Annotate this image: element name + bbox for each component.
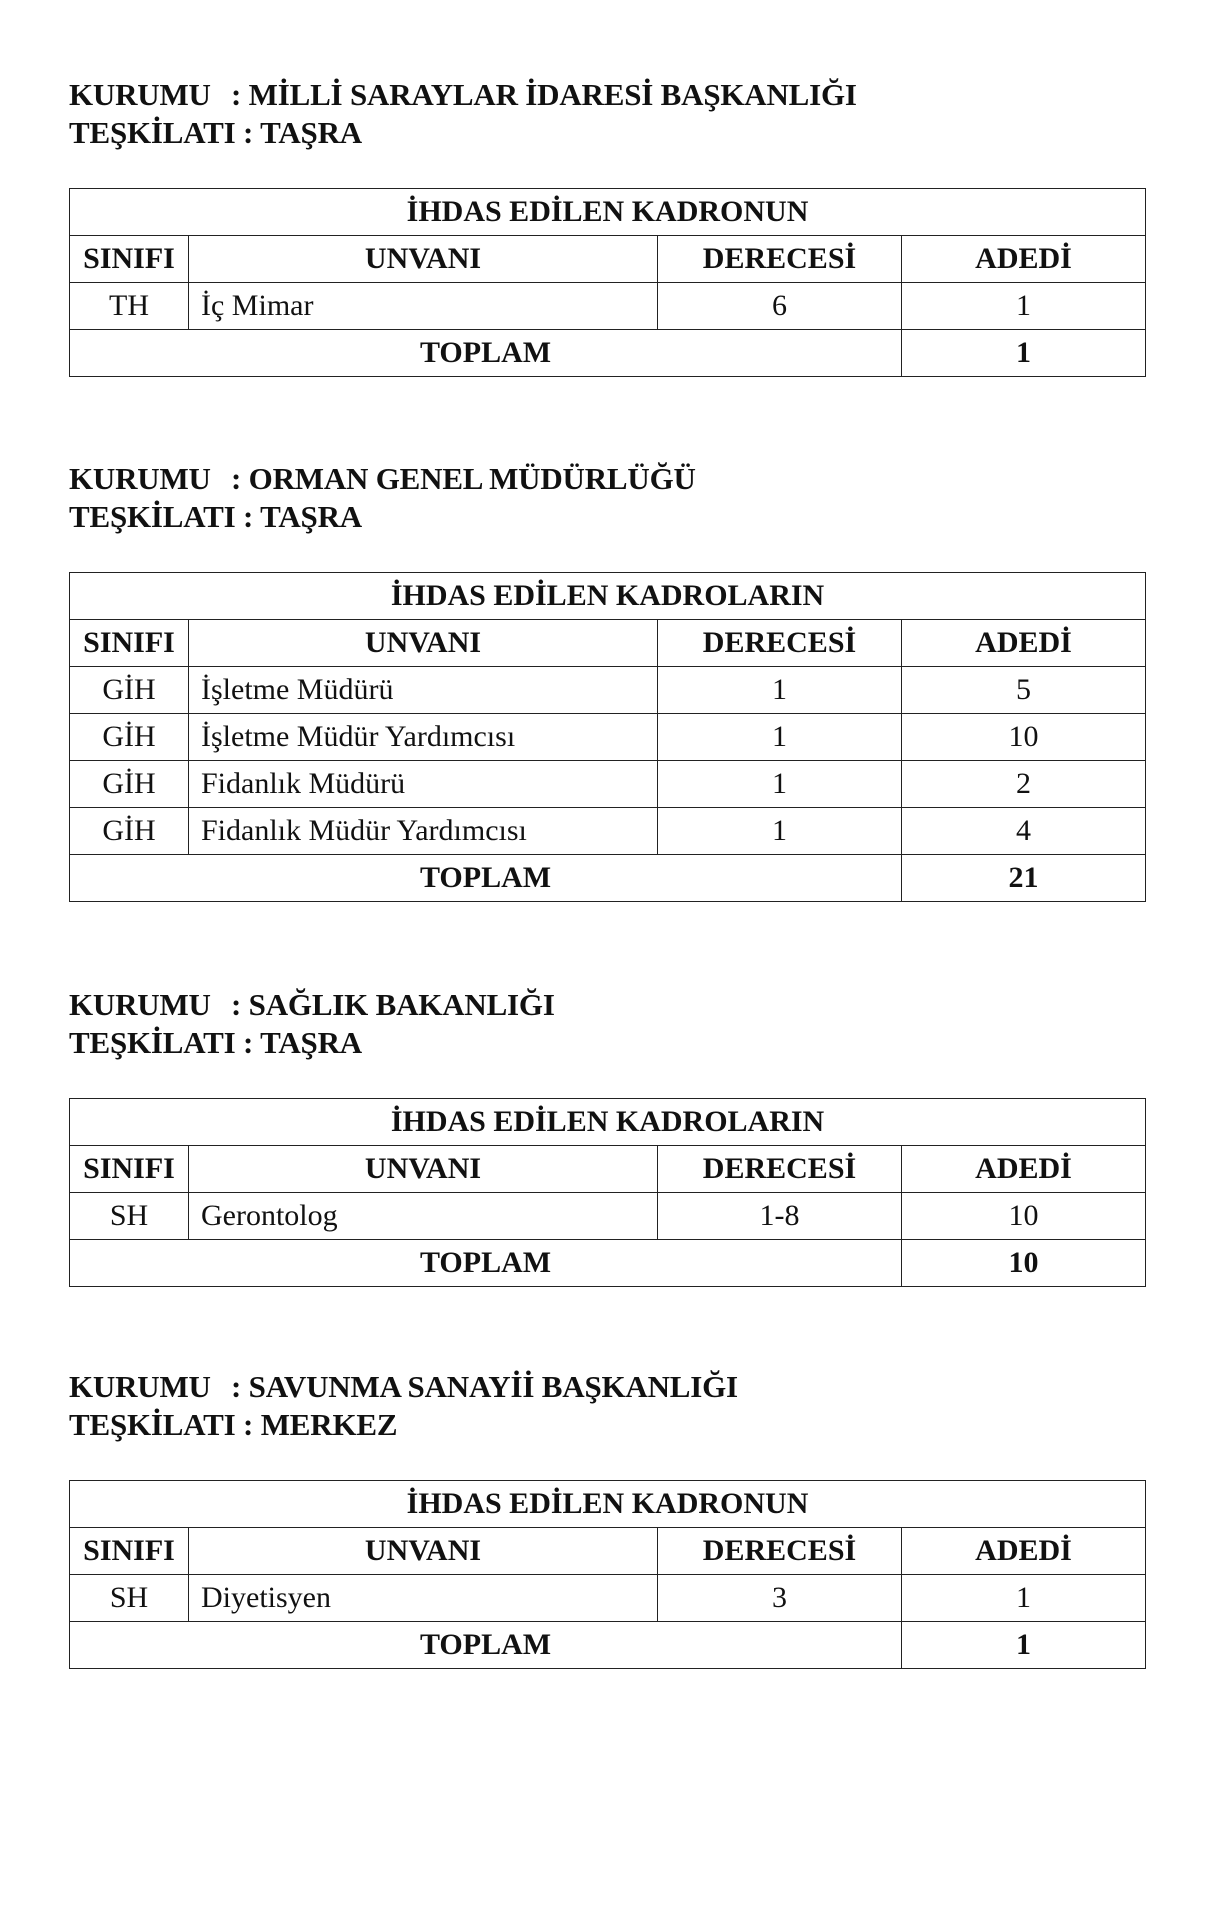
cell-unvani: Gerontolog [189, 1193, 658, 1240]
kurum-line [69, 986, 1145, 1024]
table-title-row [70, 1481, 1146, 1528]
cell-unvani: Diyetisyen [189, 1575, 658, 1622]
teskilat-line [69, 1406, 1145, 1444]
header-unvani: UNVANI [189, 1528, 658, 1575]
table-header-row [70, 1146, 1146, 1193]
total-value: 21 [902, 855, 1146, 902]
total-row [70, 855, 1146, 902]
teskilat-value: : TAŞRA [243, 499, 362, 534]
cell-sinifi: GİH [70, 667, 189, 714]
cell-derecesi: 3 [658, 1575, 902, 1622]
cell-sinifi: SH [70, 1193, 189, 1240]
table-row [70, 283, 1146, 330]
header-unvani: UNVANI [189, 236, 658, 283]
cell-derecesi: 6 [658, 283, 902, 330]
section-milli-saraylar [69, 76, 1145, 369]
cell-unvani: İşletme Müdür Yardımcısı [189, 714, 658, 761]
table-row [70, 761, 1146, 808]
cell-unvani: Fidanlık Müdürü [189, 761, 658, 808]
header-sinifi: SINIFI [70, 1146, 189, 1193]
header-adedi: ADEDİ [902, 1146, 1146, 1193]
kurum-line [69, 76, 1145, 114]
total-label: TOPLAM [70, 1240, 902, 1287]
teskilat-value: : MERKEZ [243, 1407, 398, 1442]
cell-sinifi: GİH [70, 714, 189, 761]
kurum-label: KURUMU [69, 1369, 211, 1404]
teskilat-value: : TAŞRA [243, 1025, 362, 1060]
cell-adedi: 1 [902, 1575, 1146, 1622]
header-adedi: ADEDİ [902, 1528, 1146, 1575]
total-row [70, 330, 1146, 377]
total-row [70, 1622, 1146, 1669]
teskilat-label: TEŞKİLATI [69, 1025, 236, 1060]
header-sinifi: SINIFI [70, 620, 189, 667]
table-header-row [70, 620, 1146, 667]
cell-adedi: 4 [902, 808, 1146, 855]
kurum-value: : SAĞLIK BAKANLIĞI [231, 987, 555, 1022]
table-header-row [70, 1528, 1146, 1575]
cell-adedi: 10 [902, 1193, 1146, 1240]
teskilat-label: TEŞKİLATI [69, 499, 236, 534]
total-value: 1 [902, 330, 1146, 377]
cell-sinifi: GİH [70, 761, 189, 808]
kurum-value: : MİLLİ SARAYLAR İDARESİ BAŞKANLIĞI [231, 77, 857, 112]
table-title-row [70, 1099, 1146, 1146]
table-title: İHDAS EDİLEN KADRONUN [70, 1481, 1146, 1528]
kadro-table [69, 572, 1146, 902]
teskilat-label: TEŞKİLATI [69, 115, 236, 150]
cell-adedi: 2 [902, 761, 1146, 808]
header-sinifi: SINIFI [70, 236, 189, 283]
table-title: İHDAS EDİLEN KADROLARIN [70, 1099, 1146, 1146]
total-label: TOPLAM [70, 855, 902, 902]
header-derecesi: DERECESİ [658, 620, 902, 667]
cell-derecesi: 1 [658, 714, 902, 761]
kadro-table [69, 188, 1146, 377]
header-sinifi: SINIFI [70, 1528, 189, 1575]
table-row [70, 808, 1146, 855]
teskilat-line [69, 1024, 1145, 1062]
cell-unvani: İç Mimar [189, 283, 658, 330]
section-savunma-sanayii [69, 1368, 1145, 1661]
cell-sinifi: SH [70, 1575, 189, 1622]
table-row [70, 667, 1146, 714]
kurum-label: KURUMU [69, 461, 211, 496]
cell-derecesi: 1 [658, 808, 902, 855]
table-header-row [70, 236, 1146, 283]
table-title-row [70, 573, 1146, 620]
teskilat-line [69, 114, 1145, 152]
header-derecesi: DERECESİ [658, 236, 902, 283]
kurum-value: : SAVUNMA SANAYİİ BAŞKANLIĞI [231, 1369, 738, 1404]
kurum-line [69, 1368, 1145, 1406]
cell-sinifi: TH [70, 283, 189, 330]
cell-derecesi: 1 [658, 761, 902, 808]
header-derecesi: DERECESİ [658, 1146, 902, 1193]
section-orman-genel [69, 460, 1145, 894]
cell-adedi: 5 [902, 667, 1146, 714]
header-unvani: UNVANI [189, 1146, 658, 1193]
kurum-line [69, 460, 1145, 498]
teskilat-line [69, 498, 1145, 536]
header-adedi: ADEDİ [902, 236, 1146, 283]
kurum-label: KURUMU [69, 77, 211, 112]
total-label: TOPLAM [70, 330, 902, 377]
teskilat-label: TEŞKİLATI [69, 1407, 236, 1442]
cell-adedi: 10 [902, 714, 1146, 761]
cell-unvani: İşletme Müdürü [189, 667, 658, 714]
cell-sinifi: GİH [70, 808, 189, 855]
header-unvani: UNVANI [189, 620, 658, 667]
section-saglik-bakanligi [69, 986, 1145, 1279]
kadro-table [69, 1480, 1146, 1669]
total-value: 1 [902, 1622, 1146, 1669]
total-value: 10 [902, 1240, 1146, 1287]
kadro-table [69, 1098, 1146, 1287]
kurum-label: KURUMU [69, 987, 211, 1022]
table-row [70, 714, 1146, 761]
table-row [70, 1193, 1146, 1240]
table-title: İHDAS EDİLEN KADROLARIN [70, 573, 1146, 620]
cell-unvani: Fidanlık Müdür Yardımcısı [189, 808, 658, 855]
total-label: TOPLAM [70, 1622, 902, 1669]
cell-derecesi: 1 [658, 667, 902, 714]
table-title-row [70, 189, 1146, 236]
table-title: İHDAS EDİLEN KADRONUN [70, 189, 1146, 236]
teskilat-value: : TAŞRA [243, 115, 362, 150]
cell-derecesi: 1-8 [658, 1193, 902, 1240]
table-row [70, 1575, 1146, 1622]
total-row [70, 1240, 1146, 1287]
header-derecesi: DERECESİ [658, 1528, 902, 1575]
cell-adedi: 1 [902, 283, 1146, 330]
kurum-value: : ORMAN GENEL MÜDÜRLÜĞÜ [231, 461, 696, 496]
header-adedi: ADEDİ [902, 620, 1146, 667]
